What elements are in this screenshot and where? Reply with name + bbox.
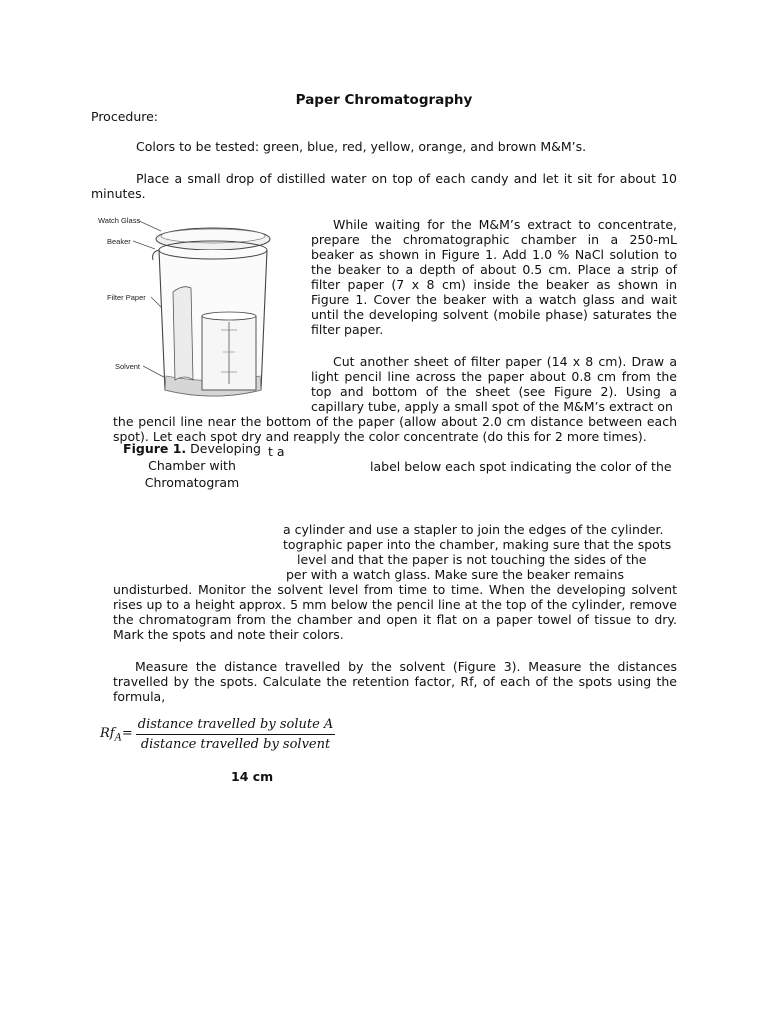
watch-glass-label: Watch Glass [98,216,141,225]
formula-lhs [100,726,133,744]
formula-denominator: distance travelled by solvent [140,737,331,752]
beaker-figure [93,212,305,424]
water-paragraph: Place a small drop of distilled water on top of each candy and let it sit for about 10 minutes. [91,171,677,201]
formula-subscript: A [114,732,122,744]
text-fragment-a: t a [268,444,285,459]
figure-caption-label: Figure 1. [123,441,187,456]
procedure-label: Procedure: [91,109,159,124]
figure-caption-text: Developing Chamber with Chromatogram [144,441,261,490]
text-fragment-cylinder-1: a cylinder and use a stapler to join the edges of the cylinder. [283,522,664,537]
colors-paragraph: Colors to be tested: green, blue, red, yellow, orange, and brown M&M’s. [136,139,587,154]
text-fragment-cylinder-4: per with a watch glass. Make sure the beaker remains [286,567,624,582]
beaker-label: Beaker [107,237,131,246]
filter-paper-label: Filter Paper [107,293,146,302]
formula-numerator: distance travelled by solute A [136,717,336,735]
measurement-label: 14 cm [231,769,274,784]
spot-paragraph: the pencil line near the bottom of the paper (allow about 2.0 cm distance between each spot). Let each spot dry and reapply the color concentrate (do this for 2 more times). [113,414,677,444]
rf-formula [100,717,335,752]
monitor-paragraph: undisturbed. Monitor the solvent level from time to time. When the developing solvent rises up to a height approx. 5 mm below the pencil line at the top of the cylinder, remove the chromatogram from the chamber and open it flat on a paper towel of tissue to dry. Mark the spots and note their colors. [113,582,677,642]
measure-paragraph: Measure the distance travelled by the solvent (Figure 3). Measure the distances travelled by the spots. Calculate the retention factor, Rf, of each of the spots using the formula, [113,659,677,704]
cut-paper-paragraph: Cut another sheet of filter paper (14 x 8 cm). Draw a light pencil line across the paper about 0.8 cm from the top and bottom of the sheet (see Figure 2). Using a capillary tube, apply a small spot of the M&M’s extract on [311,354,677,414]
text-fragment-label: label below each spot indicating the color of the [370,459,672,474]
figure-caption [118,440,266,491]
formula-rf: Rf [100,725,115,741]
formula-fraction [136,717,336,752]
solvent-label: Solvent [115,362,141,371]
text-fragment-cylinder-2: tographic paper into the chamber, making sure that the spots [283,537,672,552]
chamber-paragraph: While waiting for the M&M’s extract to concentrate, prepare the chromatographic chamber in a 250-mL beaker as shown in Figure 1. Add 1.0 % NaCl solution to the beaker to a depth of about 0.5 cm. Place a strip of filter paper (7 x 8 cm) inside the beaker as shown in Figure 1. Cover the beaker with a watch glass and wait until the developing solvent (mobile phase) saturates the filter paper. [311,217,677,337]
formula-equals: = [121,725,133,741]
page-title: Paper Chromatography [295,92,473,108]
text-fragment-cylinder-3: level and that the paper is not touching the sides of the [297,552,647,567]
